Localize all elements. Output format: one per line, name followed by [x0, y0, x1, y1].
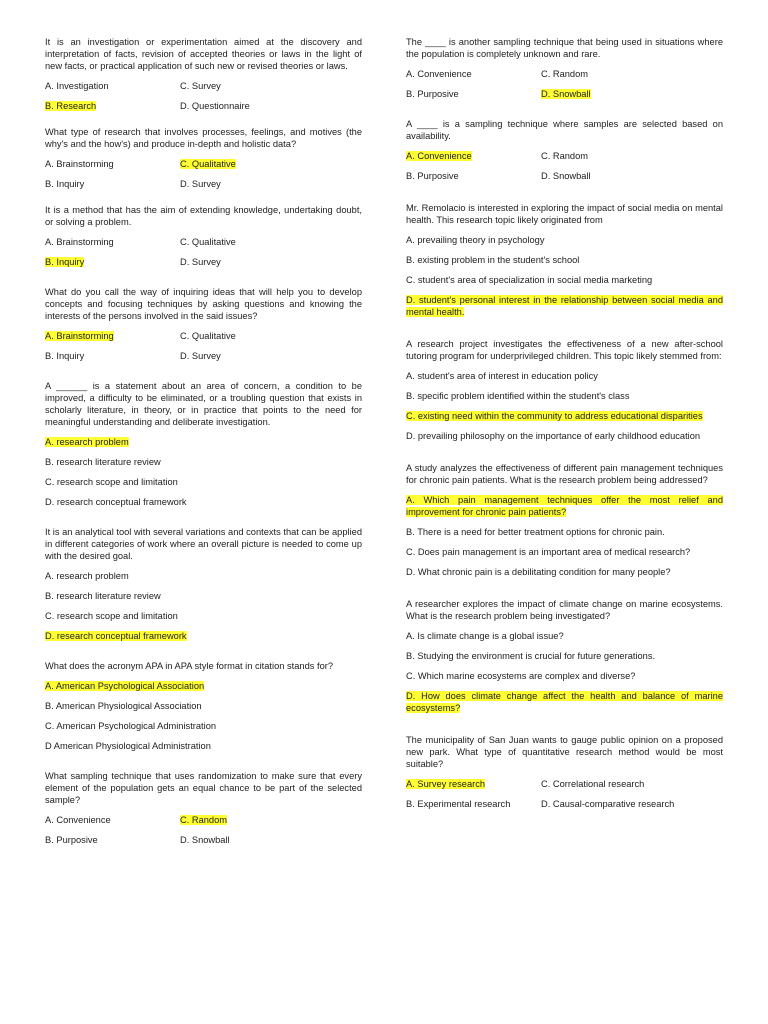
answer-option: B. specific problem identified within the student's class [406, 391, 630, 401]
answer-option: D. Snowball [180, 835, 230, 845]
option-cell [406, 370, 723, 382]
answer-option: C. Which marine ecosystems are complex and diverse? [406, 671, 636, 681]
answer-option: B. Inquiry [45, 351, 85, 361]
answer-option: C. Qualitative [180, 331, 236, 341]
question-text: What does the acronym APA in APA style format in citation stands for? [45, 661, 334, 671]
option-cell [406, 630, 723, 642]
option-cell [45, 436, 362, 448]
options-group [406, 494, 723, 578]
answer-option: D. Survey [180, 351, 221, 361]
answer-option: C. Survey [180, 81, 221, 91]
question-text: A research project investigates the effectiveness of a new after-school tutoring program for underprivileged children. This topic likely stemmed from: [406, 339, 723, 361]
option-cell [406, 670, 723, 682]
answer-option: A. student's area of interest in education policy [406, 371, 598, 381]
question-block [406, 462, 723, 578]
question-block [45, 660, 362, 752]
options-group [406, 778, 723, 810]
options-group [406, 370, 723, 442]
answer-option: C. Qualitative [180, 237, 236, 247]
correct-answer-option: C. existing need within the community to address educational disparities [406, 411, 703, 421]
option-cell [45, 158, 180, 170]
options-group [45, 436, 362, 508]
option-cell [406, 390, 723, 402]
option-cell [180, 236, 362, 248]
option-cell [406, 526, 723, 538]
correct-answer-option: A. Convenience [406, 151, 472, 161]
options-group [45, 236, 362, 268]
correct-answer-option: C. Qualitative [180, 159, 236, 169]
option-cell [45, 740, 362, 752]
option-cell [541, 68, 723, 80]
question-block [406, 734, 723, 810]
question-text: A study analyzes the effectiveness of different pain management techniques for chronic pain patients. What is the research problem being addressed? [406, 463, 723, 485]
question-block [406, 338, 723, 442]
option-cell [406, 294, 723, 318]
correct-answer-option: A. research problem [45, 437, 129, 447]
answer-option: B. Inquiry [45, 179, 85, 189]
answer-option: B. research literature review [45, 457, 161, 467]
answer-option: B. Purposive [45, 835, 98, 845]
option-cell [45, 630, 362, 642]
option-cell [180, 834, 362, 846]
correct-answer-option: A. Survey research [406, 779, 486, 789]
answer-option: B. Studying the environment is crucial for future generations. [406, 651, 656, 661]
answer-option: C. Random [541, 151, 589, 161]
answer-option: C. Does pain management is an important area of medical research? [406, 547, 691, 557]
option-cell [45, 570, 362, 582]
question-text: A researcher explores the impact of climate change on marine ecosystems. What is the research problem being investigated? [406, 599, 723, 621]
question-text: What type of research that involves processes, feelings, and motives (the why's and the how's) and produce in-depth and holistic data? [45, 127, 362, 149]
option-cell [180, 158, 362, 170]
answer-option: C. research scope and limitation [45, 611, 178, 621]
options-group [406, 150, 723, 182]
question-block [406, 36, 723, 100]
question-text: What sampling technique that uses randomization to make sure that every element of the population gets an equal chance to be part of the selected sample? [45, 771, 362, 805]
correct-answer-option: D. student's personal interest in the relationship between social media and mental health. [406, 295, 723, 317]
option-cell [541, 170, 723, 182]
answer-option: B. American Physiological Association [45, 701, 202, 711]
option-cell [45, 680, 362, 692]
option-cell [45, 814, 180, 826]
option-cell [45, 236, 180, 248]
option-cell [406, 566, 723, 578]
option-cell [406, 254, 723, 266]
correct-answer-option: B. Research [45, 101, 97, 111]
option-cell [180, 256, 362, 268]
answer-option: C. American Psychological Administration [45, 721, 217, 731]
correct-answer-option: A. American Psychological Association [45, 681, 205, 691]
correct-answer-option: D. research conceptual framework [45, 631, 187, 641]
answer-option: D. What chronic pain is a debilitating condition for many people? [406, 567, 671, 577]
answer-option: D. Survey [180, 257, 221, 267]
question-text: The ____ is another sampling technique that being used in situations where the population is completely unknown and rare. [406, 37, 723, 59]
answer-option: B. research literature review [45, 591, 161, 601]
options-group [406, 630, 723, 714]
answer-option: A. research problem [45, 571, 129, 581]
answer-option: D American Physiological Administration [45, 741, 211, 751]
question-block [406, 118, 723, 182]
options-group [45, 570, 362, 642]
question-block [45, 126, 362, 190]
option-cell [45, 834, 180, 846]
answer-option: D. Snowball [541, 171, 591, 181]
question-text: It is an analytical tool with several variations and contexts that can be applied in different categories of work where an overall picture is needed to come up with the desired goal. [45, 527, 362, 561]
question-block [406, 202, 723, 318]
question-text: Mr. Remolacio is interested in exploring the impact of social media on mental health. This research topic likely originated from [406, 203, 723, 225]
answer-option: A. Brainstorming [45, 237, 114, 247]
options-group [45, 80, 362, 112]
option-cell [406, 650, 723, 662]
answer-option: C. Random [541, 69, 589, 79]
option-cell [406, 234, 723, 246]
option-cell [406, 68, 541, 80]
question-text: A ____ is a sampling technique where samples are selected based on availability. [406, 119, 723, 141]
option-cell [45, 350, 180, 362]
question-text: The municipality of San Juan wants to gauge public opinion on a proposed new park. What type of quantitative research method would be most suitable? [406, 735, 723, 769]
answer-option: B. existing problem in the student's school [406, 255, 580, 265]
option-cell [180, 330, 362, 342]
answer-option: B. Purposive [406, 171, 459, 181]
option-cell [406, 430, 723, 442]
option-cell [406, 546, 723, 558]
question-text: It is an investigation or experimentation aimed at the discovery and interpretation of facts, revision of accepted theories or laws in the light of new facts, or practical application of such new or revised theories or laws. [45, 37, 362, 71]
options-group [45, 158, 362, 190]
option-cell [406, 410, 723, 422]
option-cell [406, 494, 723, 518]
correct-answer-option: C. Random [180, 815, 228, 825]
question-text: It is a method that has the aim of extending knowledge, undertaking doubt, or solving a problem. [45, 205, 362, 227]
answer-option: B. Purposive [406, 89, 459, 99]
option-cell [45, 100, 180, 112]
answer-option: A. Investigation [45, 81, 109, 91]
answer-option: D. prevailing philosophy on the importance of early childhood education [406, 431, 701, 441]
options-group [45, 330, 362, 362]
option-cell [180, 350, 362, 362]
option-cell [406, 170, 541, 182]
option-cell [406, 778, 541, 790]
answer-option: C. student's area of specialization in social media marketing [406, 275, 653, 285]
answer-option: A. Convenience [406, 69, 472, 79]
question-text: What do you call the way of inquiring ideas that will help you to develop concepts and focusing techniques by asking questions and knowing the interests of the persons involved in the said issues? [45, 287, 362, 321]
options-group [45, 814, 362, 846]
option-cell [406, 88, 541, 100]
answer-option: A. Convenience [45, 815, 111, 825]
option-cell [45, 330, 180, 342]
question-block [45, 380, 362, 508]
option-cell [45, 80, 180, 92]
option-cell [541, 150, 723, 162]
option-cell [541, 798, 723, 810]
answer-option: B. Experimental research [406, 799, 511, 809]
option-cell [45, 256, 180, 268]
option-cell [45, 456, 362, 468]
option-cell [541, 778, 723, 790]
options-group [45, 680, 362, 752]
answer-option: A. Brainstorming [45, 159, 114, 169]
answer-option: A. Is climate change is a global issue? [406, 631, 564, 641]
option-cell [180, 80, 362, 92]
answer-option: D. Questionnaire [180, 101, 250, 111]
options-group [406, 234, 723, 318]
answer-option: C. Correlational research [541, 779, 645, 789]
right-column [406, 36, 723, 830]
answer-option: A. prevailing theory in psychology [406, 235, 545, 245]
question-text: A ______ is a statement about an area of concern, a condition to be improved, a difficulty to be eliminated, or a troubling question that exists in scholarly literature, in theory, or in practice that points to the need for meaningful understanding and deliberate investigation. [45, 381, 362, 427]
answer-option: D. research conceptual framework [45, 497, 187, 507]
correct-answer-option: D. How does climate change affect the health and balance of marine ecosystems? [406, 691, 723, 713]
option-cell [406, 690, 723, 714]
answer-option: C. research scope and limitation [45, 477, 178, 487]
option-cell [45, 496, 362, 508]
option-cell [406, 274, 723, 286]
option-cell [541, 88, 723, 100]
option-cell [406, 150, 541, 162]
option-cell [45, 700, 362, 712]
question-block [45, 36, 362, 112]
correct-answer-option: B. Inquiry [45, 257, 85, 267]
option-cell [45, 610, 362, 622]
question-block [45, 526, 362, 642]
options-group [406, 68, 723, 100]
answer-option: D. Causal-comparative research [541, 799, 675, 809]
option-cell [45, 476, 362, 488]
question-block [45, 286, 362, 362]
question-block [45, 770, 362, 846]
left-column [45, 36, 362, 864]
correct-answer-option: A. Which pain management techniques offer the most relief and improvement for chronic pain patients? [406, 495, 723, 517]
answer-option: D. Survey [180, 179, 221, 189]
correct-answer-option: A. Brainstorming [45, 331, 114, 341]
option-cell [45, 590, 362, 602]
option-cell [180, 178, 362, 190]
option-cell [180, 814, 362, 826]
question-block [45, 204, 362, 268]
question-block [406, 598, 723, 714]
answer-option: B. There is a need for better treatment options for chronic pain. [406, 527, 665, 537]
option-cell [45, 720, 362, 732]
option-cell [45, 178, 180, 190]
option-cell [406, 798, 541, 810]
option-cell [180, 100, 362, 112]
correct-answer-option: D. Snowball [541, 89, 591, 99]
